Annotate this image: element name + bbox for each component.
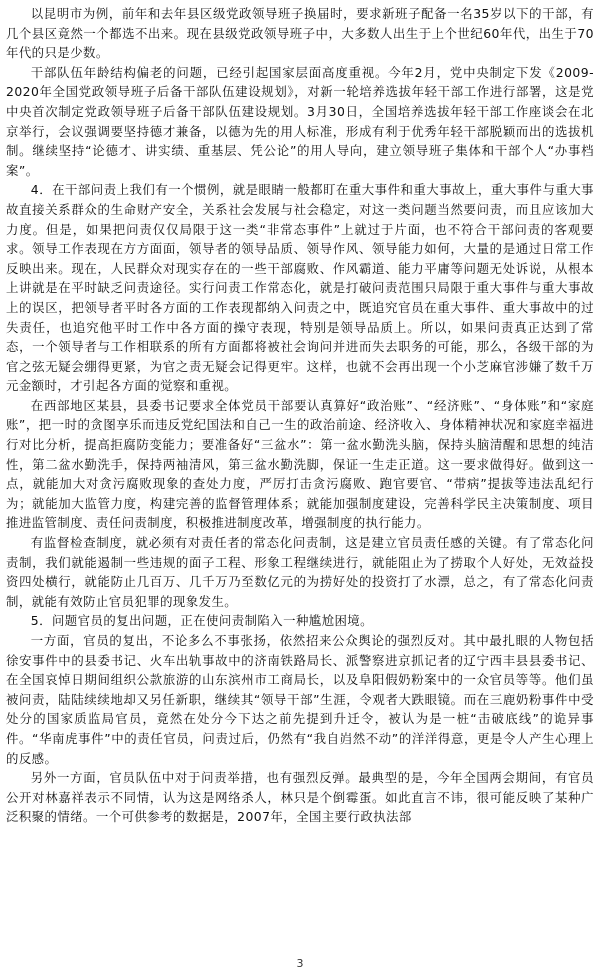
page-number: 3 [296, 957, 304, 970]
paragraph-reinstatement-heading: 5．问题官员的复出问题，正在使问责制陷入一种尴尬困境。 [30, 613, 373, 629]
paragraph-western-county: 在西部地区某县，县委书记要求全体党员干部要认真算好“政治账”、“经济账”、“身体账”和“家庭账”，把一时的贪图享乐而违反党纪国法和自己一生的政治前途、经济收入、身体精神状况和家庭幸福进行对比分析，提高拒腐防变能力；要准备好“三盆水”：第一盆水勤洗头脑，保持头脑清醒和思想的纯洁性，第二盆水勤洗手，保持两袖清风，第三盆水勤洗脚，保证一生走正道。这一要求做得好。做到这一点，就能加大对贪污腐败现象的查处力度，严厉打击贪污腐败、跑官要官、“带病”提拔等违法乱纪行为；就能加大监管力度，构建完善的监督管理体系；就能加强制度建设，完善科学民主决策制度、项目推进监管制度、责任问责制度，积极推进制度改革，增强制度的执行能力。 [6, 397, 594, 531]
paragraph-one-hand: 一方面，官员的复出，不论多么不事张扬，依然招来公众舆论的强烈反对。其中最扎眼的人物包括徐安事件中的县委书记、火车出轨事故中的济南铁路局长、派警察进京抓记者的辽宁西丰县县委书记、在全国哀悼日期间组织公款旅游的山东滨州市工商局长，以及阜阳假奶粉案中的一众官员等等。他们虽被问责，陆陆续续地却又另任新职，继续其“领导干部”生涯，令观者大跌眼镜。而在三鹿奶粉事件中受处分的国家质监局官员，竟然在处分今下达之前先提到升迁令，被认为是一桩“击破底线”的诡异事件。“华南虎事件”中的责任官员，问责过后，仍然有“我自岿然不动”的洋洋得意，更是令人产生心理上的反感。 [6, 633, 594, 766]
paragraph-accountability-routine: 4．在干部问责上我们有一个惯例，就是眼睛一般都盯在重大事件和重大事故上，重大事件与重大事故直接关系群众的生命财产安全，关系社会发展与社会稳定，对这一类问题当然要问责，而且应该加大力度。但是，如果把问责仅仅局限于这一类“非常态事件”上就过于片面，也不符合干部问责的客观要求。领导工作表现在方方面面，领导者的领导品质、领导作风、领导能力如何，大量的是通过日常工作反映出来。现在，人民群众对现实存在的一些干部腐败、作风霸道、能力平庸等问题无处诉说，从根本上讲就是在平时缺乏问责途径。实行问责工作常态化，就是打破问责范围只局限于重大事件与重大事故上的误区，把领导者平时各方面的工作表现都纳入问责之中，既追究官员在重大事件、重大事故中的过失责任，也追究他平时工作中各方面的操守表现，特别是领导品质上。所以，如果问责真正达到了常态，一个领导者与工作相联系的所有方面都将被社会询问并进而失去职务的可能，那么，各级干部的为官之弦无疑会绷得更紧，为官之责无疑会记得更牢。这样，也就不会再出现一个小芝麻官涉嫌了数千万元金额时，才引起各方面的觉察和重视。 [6, 182, 594, 394]
paragraph-other-hand: 另外一方面，官员队伍中对于问责举措，也有强烈反弹。最典型的是，今年全国两会期间，有官员公开对林嘉祥表示不同情，认为这是网络杀人，林只是个倒霉蛋。如此直言不讳，很可能反映了某种广泛积聚的情绪。一个可供参考的数据是，2007年，全国主要行政执法部 [6, 770, 594, 825]
paragraph-supervision: 有监督检查制度，就必须有对责任者的常态化问责制，这是建立官员责任感的关键。有了常态化问责制，我们就能遏制一些违规的面子工程、形象工程继续进行，就能阻止为了捞取个人好处，无效益投资四处横行，就能防止几百万、几千万乃至数亿元的为捞好处的投资打了水漂，总之，有了常态化问责制，就能有效防止官员犯罪的现象发生。 [6, 535, 594, 609]
paragraph-age-structure: 干部队伍年龄结构偏老的问题，已经引起国家层面高度重视。今年2月，党中央制定下发《2009-2020年全国党政领导班子后备干部队伍建设规划》，对新一轮培养选拔年轻干部工作进行部署，这是党中央首次制定党政领导班子后备干部队伍建设规划。3月30日，全国培养选拔年轻干部工作座谈会在北京举行，会议强调要坚持德才兼备，以德为先的用人标准，形成有利于优秀年轻干部脱颖而出的选拔机制。继续坚持“论德才、讲实绩、重基层、凭公论”的用人导向，建立领导班子集体和干部个人“办事档案”。 [6, 64, 594, 178]
document-body [6, 4, 594, 827]
paragraph-kunming-example: 以昆明市为例，前年和去年县区级党政领导班子换届时，要求新班子配备一名35岁以下的干部，有几个县区竟然一个都选不出来。现在县级党政领导班子中，大多数人出生于上个世纪60年代，出生于70年代的只是少数。 [6, 6, 594, 61]
